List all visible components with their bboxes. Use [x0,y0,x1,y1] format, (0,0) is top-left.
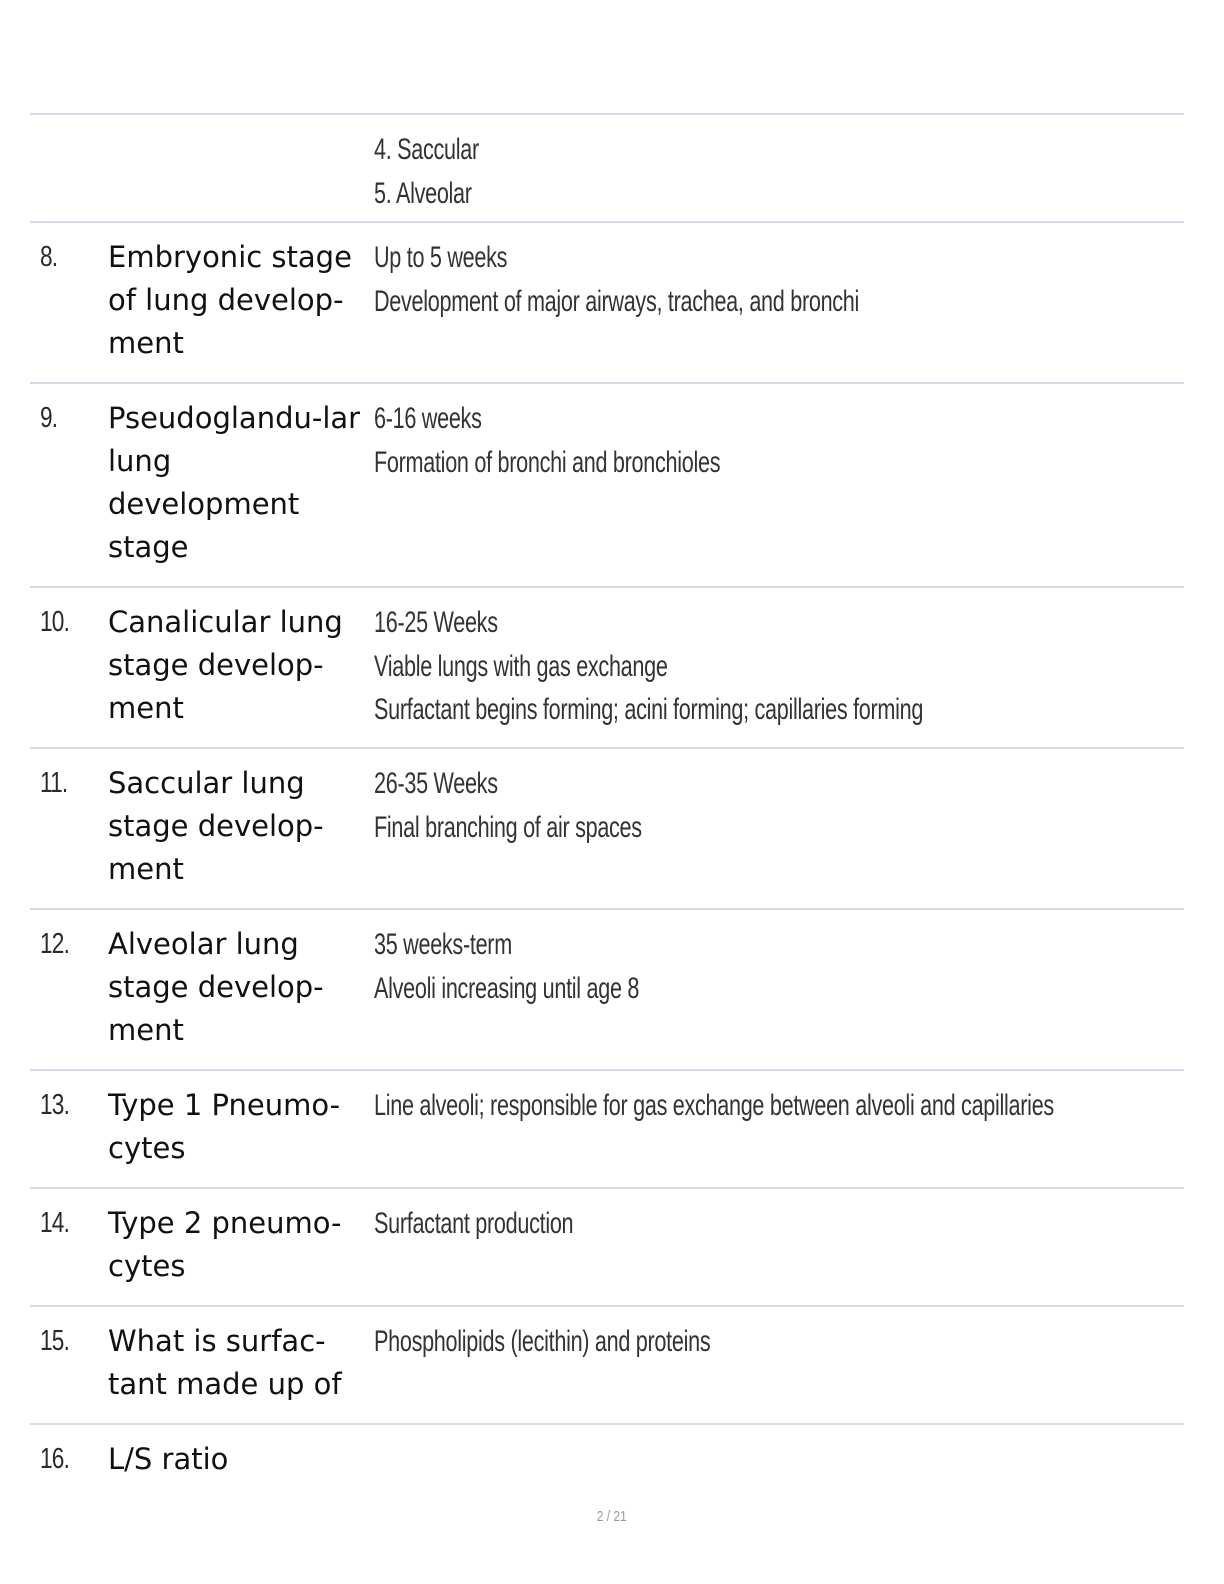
definition-line: Alveoli increasing until age 8 [374,971,640,1005]
row-term: L/S ratio [108,1442,229,1476]
row-number: 10. [40,606,70,638]
table-row [30,1423,1184,1493]
row-number: 15. [40,1325,70,1357]
row-term: Type 1 Pneumo-cytes [108,1088,341,1165]
row-definition [374,236,1224,323]
row-definition [374,762,1224,849]
definition-line: 26-35 Weeks [374,767,498,800]
definition-line: 6-16 weeks [374,402,482,435]
row-term: What is surfac-tant made up of [108,1324,342,1401]
flashcard-table [30,113,1184,1493]
row-number: 12. [40,928,70,960]
page-indicator [0,1508,1224,1525]
definition-line: 5. Alveolar [374,176,472,210]
row-number: 8. [40,241,58,273]
row-term: Type 2 pneumo-cytes [108,1206,342,1283]
row-term: Pseudoglandu-lar lung development stage [108,401,361,564]
definition-line: Surfactant production [374,1207,574,1240]
table-row [30,1187,1184,1305]
row-definition [374,1320,1224,1364]
table-row [30,1305,1184,1423]
table-row [30,747,1184,908]
table-row [30,586,1184,747]
row-definition [374,128,1224,215]
row-number: 13. [40,1089,70,1121]
definition-line: Viable lungs with gas exchange [374,649,668,683]
table-row [30,221,1184,382]
row-term: Saccular lung stage develop-ment [108,766,324,886]
row-term: Alveolar lung stage develop-ment [108,927,324,1047]
row-number: 14. [40,1207,70,1239]
page-indicator-text: 2 / 21 [596,1508,628,1525]
row-term: Canalicular lung stage develop-ment [108,605,343,725]
row-definition [374,601,1224,732]
row-definition [374,397,1224,484]
table-row [30,908,1184,1069]
row-definition [374,1202,1224,1246]
table-row [30,382,1184,586]
definition-line: Line alveoli; responsible for gas exchange between alveoli and capillaries [374,1089,1054,1122]
row-definition [374,923,1224,1010]
table-row [30,113,1184,221]
definition-line: 35 weeks-term [374,928,512,961]
row-definition [374,1084,1224,1128]
row-number: 9. [40,402,58,434]
definition-line: Surfactant begins forming; acini forming; capillaries forming [374,693,924,726]
definition-line: Development of major airways, trachea, and bronchi [374,284,860,318]
table-row [30,1069,1184,1187]
row-number: 16. [40,1443,70,1475]
row-number: 11. [40,767,68,799]
definition-line: Phospholipids (lecithin) and proteins [374,1325,711,1358]
row-term: Embryonic stage of lung develop-ment [108,240,352,360]
definition-line: 4. Saccular [374,133,479,166]
definition-line: Formation of bronchi and bronchioles [374,445,721,479]
definition-line: 16-25 Weeks [374,606,498,639]
definition-line: Up to 5 weeks [374,241,508,274]
definition-line: Final branching of air spaces [374,810,642,844]
